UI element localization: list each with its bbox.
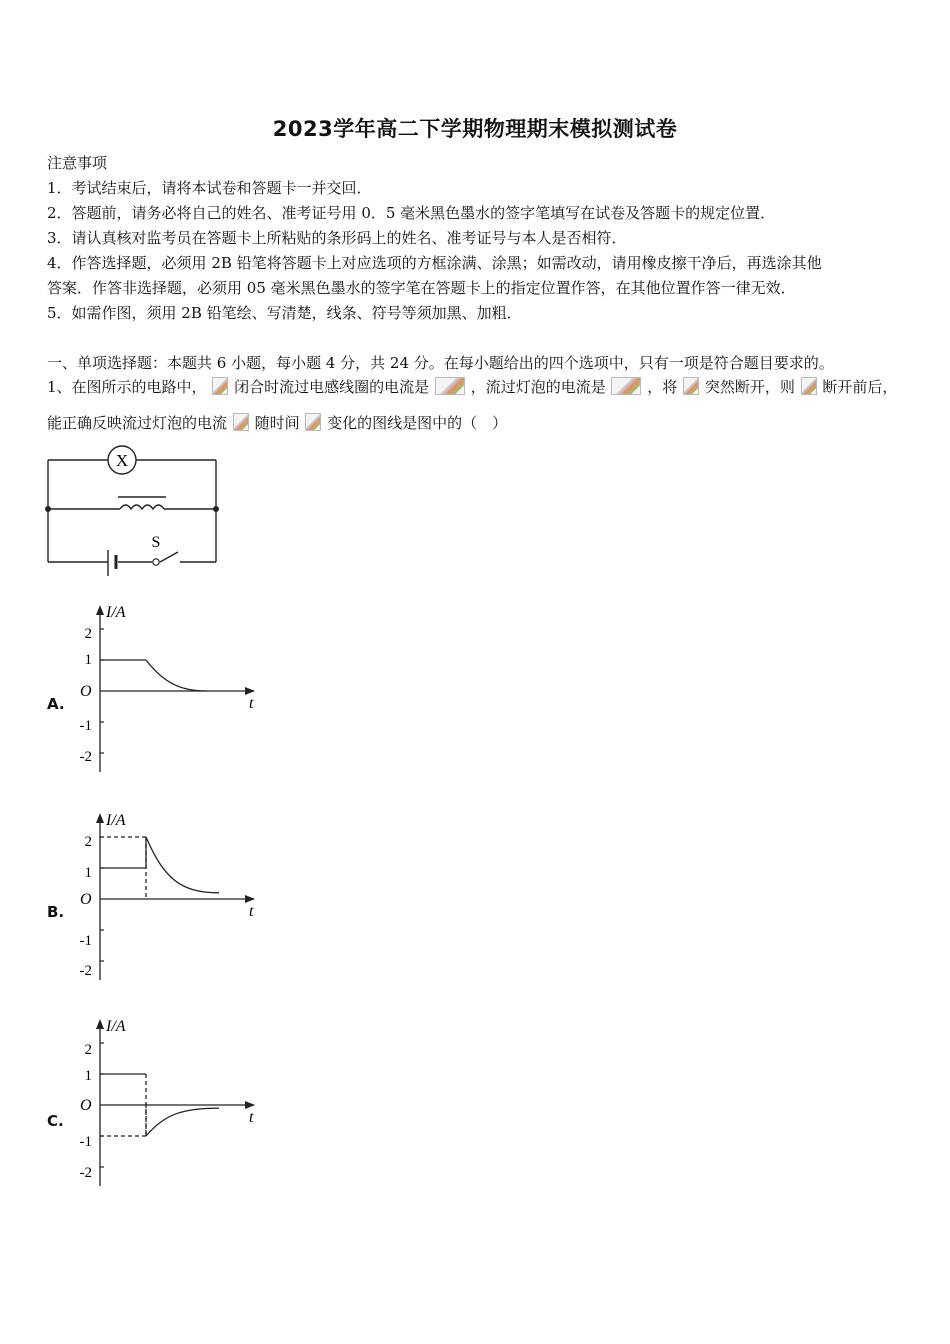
notice-item: 2．答题前，请务必将自己的姓名、准考证号用 0．5 毫米黑色墨水的签字笔填写在试卷及答题卡的规定位置． xyxy=(47,204,776,222)
broken-image-icon xyxy=(435,377,465,395)
x-axis-arrow-icon xyxy=(245,895,255,903)
y-axis-label: I/A xyxy=(106,1018,126,1035)
tick-label: 1 xyxy=(84,652,92,668)
tick-label: -2 xyxy=(79,963,92,979)
question-text: ，流过灯泡的电流是 xyxy=(470,378,606,396)
question-text: ，将 xyxy=(647,378,678,396)
notice-item: 答案．作答非选择题，必须用 05 毫米黑色墨水的签字笔在答题卡上的指定位置作答，在其他位置作答一律无效． xyxy=(47,279,796,297)
option-a-graph xyxy=(64,600,264,780)
origin-label: O xyxy=(80,683,92,700)
option-b-graph xyxy=(64,808,264,988)
question-text: 1、在图所示的电路中， xyxy=(47,378,207,396)
x-axis-label: t xyxy=(249,695,254,712)
option-c-label[interactable]: C. xyxy=(47,1112,64,1130)
x-axis-arrow-icon xyxy=(245,687,255,695)
question-text: 闭合时流过电感线圈的电流是 xyxy=(234,378,430,396)
broken-image-icon xyxy=(212,377,228,395)
tick-label: -2 xyxy=(79,749,92,765)
question-text: 能正确反映流过灯泡的电流 xyxy=(47,414,228,432)
question-text: 断开前后， xyxy=(822,378,898,396)
tick-label: 1 xyxy=(84,865,92,881)
notice-item: 5．如需作图，须用 2B 铅笔绘、写清楚，线条、符号等须加黑、加粗． xyxy=(47,304,522,322)
circuit-diagram xyxy=(40,440,230,580)
notice-item: 1．考试结束后，请将本试卷和答题卡一并交回． xyxy=(47,179,372,197)
lamp-label: X xyxy=(115,451,129,470)
tick-label: 2 xyxy=(84,834,92,850)
tick-label: -2 xyxy=(79,1165,92,1181)
option-c-graph xyxy=(64,1014,264,1194)
broken-image-icon xyxy=(233,413,249,431)
tick-label: -1 xyxy=(79,933,92,949)
y-axis-arrow-icon xyxy=(96,1019,104,1029)
notice-item: 3．请认真核对监考员在答题卡上所粘贴的条形码上的姓名、准考证号与本人是否相符． xyxy=(47,229,627,247)
notice-item: 4．作答选择题，必须用 2B 铅笔将答题卡上对应选项的方框涂满、涂黑；如需改动，请用橡皮擦干净后，再选涂其他 xyxy=(47,254,822,272)
tick-label: 1 xyxy=(84,1068,92,1084)
decay-curve xyxy=(146,837,219,893)
section-heading: 一、单项选择题：本题共 6 小题，每小题 4 分，共 24 分。在每小题给出的四个选项中，只有一项是符合题目要求的。 xyxy=(47,354,834,372)
question-text: 随时间 xyxy=(254,414,300,432)
notice-heading: 注意事项 xyxy=(47,154,108,172)
decay-curve xyxy=(146,660,206,691)
option-a-label[interactable]: A. xyxy=(47,695,65,713)
tick-label: -1 xyxy=(79,718,92,734)
tick-label: 2 xyxy=(84,626,92,642)
origin-label: O xyxy=(80,1097,92,1114)
question-1-line-1 xyxy=(47,376,897,397)
x-axis-label: t xyxy=(249,1109,254,1126)
x-axis-arrow-icon xyxy=(245,1101,255,1109)
tick-label: -1 xyxy=(79,1134,92,1150)
question-1-line-2 xyxy=(47,412,507,433)
switch-label: S xyxy=(151,534,161,551)
y-axis-arrow-icon xyxy=(96,605,104,615)
broken-image-icon xyxy=(305,413,321,431)
origin-label: O xyxy=(80,891,92,908)
question-text: 变化的图线是图中的（ ） xyxy=(327,414,508,432)
switch-icon xyxy=(153,559,159,565)
x-axis-label: t xyxy=(249,903,254,920)
page-title: 2023学年高二下学期物理期末模拟测试卷 xyxy=(272,117,678,141)
y-axis-label: I/A xyxy=(106,812,126,829)
broken-image-icon xyxy=(683,377,699,395)
broken-image-icon xyxy=(611,377,641,395)
tick-label: 2 xyxy=(84,1042,92,1058)
broken-image-icon xyxy=(801,377,817,395)
decay-curve xyxy=(146,1108,219,1136)
y-axis-arrow-icon xyxy=(96,813,104,823)
option-b-label[interactable]: B. xyxy=(47,903,65,921)
y-axis-label: I/A xyxy=(106,604,126,621)
question-text: 突然断开，则 xyxy=(704,378,795,396)
